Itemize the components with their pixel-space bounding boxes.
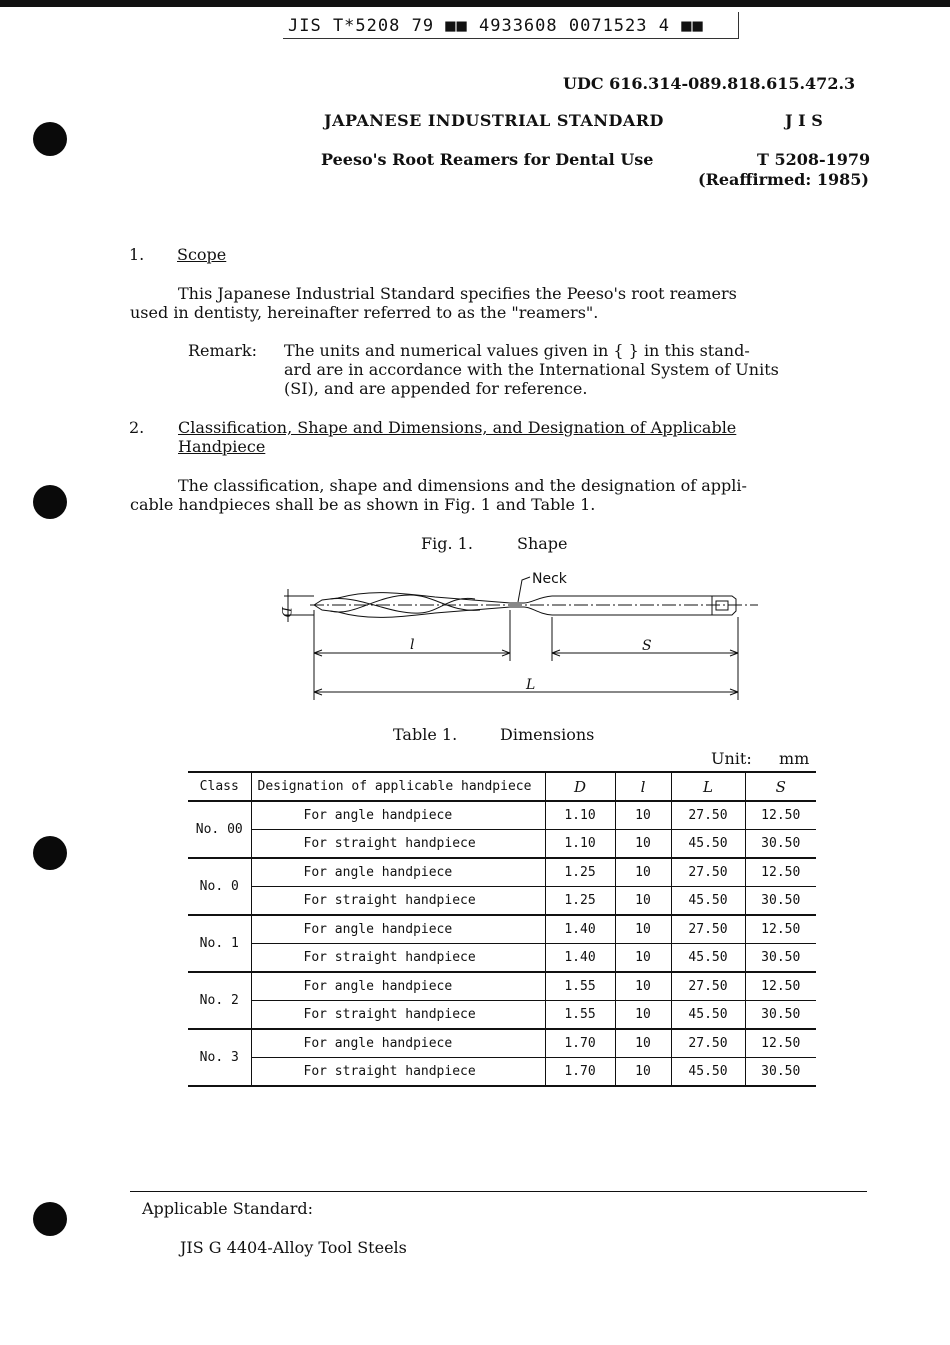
s-cell: 30.50 (745, 887, 816, 916)
dimensions-table (188, 771, 816, 1087)
binder-hole (33, 836, 67, 870)
standard-number: T 5208-1979 (757, 150, 871, 169)
table-row (188, 801, 816, 830)
header-S: S (745, 772, 816, 801)
jis-mark: J I S (785, 111, 823, 130)
table-row (188, 972, 816, 1001)
unit-label: Unit: (711, 749, 752, 768)
L-label: L (526, 677, 536, 693)
neck-upper (510, 596, 552, 603)
d-label: D (278, 607, 293, 618)
designation-cell: For angle handpiece (251, 1029, 545, 1058)
footer-rule (130, 1191, 867, 1192)
d-cell: 1.55 (545, 1001, 615, 1030)
d-cell: 1.10 (545, 801, 615, 830)
s-cell: 12.50 (745, 915, 816, 944)
remark-line1: The units and numerical values given in { } in this stand- (284, 341, 750, 360)
table-row (188, 1029, 816, 1058)
reamer-shape-drawing (270, 565, 770, 710)
d-cell: 1.70 (545, 1058, 615, 1087)
l-cell: 10 (615, 1058, 671, 1087)
L-cell: 45.50 (671, 830, 745, 859)
designation-cell: For straight handpiece (251, 1001, 545, 1030)
l-cell: 10 (615, 972, 671, 1001)
designation-cell: For straight handpiece (251, 1058, 545, 1087)
designation-cell: For angle handpiece (251, 858, 545, 887)
header-L: L (671, 772, 745, 801)
L-cell: 27.50 (671, 1029, 745, 1058)
d-cell: 1.25 (545, 887, 615, 916)
l-cell: 10 (615, 801, 671, 830)
l-cell: 10 (615, 858, 671, 887)
designation-cell: For straight handpiece (251, 944, 545, 973)
s-cell: 30.50 (745, 830, 816, 859)
designation-cell: For angle handpiece (251, 801, 545, 830)
table-row (188, 858, 816, 887)
section2-body-line1: The classification, shape and dimensions and the designation of appli- (178, 476, 747, 495)
head-lower-outline (314, 605, 510, 617)
section1-heading: Scope (177, 245, 227, 264)
top-edge-bar (0, 0, 950, 7)
remark-line3: (SI), and are appended for reference. (284, 379, 588, 398)
L-cell: 27.50 (671, 858, 745, 887)
d-cell: 1.25 (545, 858, 615, 887)
remark-line2: ard are in accordance with the International System of Units (284, 360, 779, 379)
header-code-line: JIS T*5208 79 ■■ 4933608 0071523 4 ■■ (288, 16, 704, 36)
binder-hole (33, 485, 67, 519)
section2-body-line2: cable handpieces shall be as shown in Fig. 1 and Table 1. (130, 495, 596, 514)
d-cell: 1.40 (545, 915, 615, 944)
designation-cell: For angle handpiece (251, 972, 545, 1001)
flute-spiral (330, 598, 475, 613)
designation-cell: For angle handpiece (251, 915, 545, 944)
l-cell: 10 (615, 887, 671, 916)
document-title: Peeso's Root Reamers for Dental Use (321, 150, 654, 169)
unit-value: mm (779, 749, 810, 768)
flute-spiral (330, 595, 480, 612)
s-cell: 30.50 (745, 1001, 816, 1030)
header-l: l (615, 772, 671, 801)
l-cell: 10 (615, 1001, 671, 1030)
s-cell: 12.50 (745, 858, 816, 887)
figure-caption-number: Fig. 1. (421, 534, 473, 553)
applicable-standard-label: Applicable Standard: (142, 1199, 313, 1218)
remark-label: Remark: (188, 341, 257, 360)
section1-body-line1: This Japanese Industrial Standard specifies the Peeso's root reamers (178, 284, 737, 303)
neck-label: Neck (532, 571, 567, 587)
neck-lower (510, 607, 552, 615)
table-row (188, 887, 816, 916)
section1-number: 1. (129, 245, 145, 264)
neck-leader (518, 577, 530, 602)
class-cell: No. 00 (188, 801, 251, 858)
table-row (188, 944, 816, 973)
section2-heading-line1: Classification, Shape and Dimensions, and Designation of Applicable (178, 418, 737, 437)
L-cell: 45.50 (671, 1058, 745, 1087)
header-D: D (545, 772, 615, 801)
L-cell: 27.50 (671, 915, 745, 944)
d-cell: 1.40 (545, 944, 615, 973)
binder-hole (33, 1202, 67, 1236)
class-cell: No. 0 (188, 858, 251, 915)
table-row (188, 915, 816, 944)
class-cell: No. 3 (188, 1029, 251, 1086)
l-cell: 10 (615, 1029, 671, 1058)
l-cell: 10 (615, 915, 671, 944)
applicable-standard-value: JIS G 4404-Alloy Tool Steels (180, 1238, 407, 1257)
class-cell: No. 2 (188, 972, 251, 1029)
s-label: S (642, 638, 652, 654)
d-cell: 1.10 (545, 830, 615, 859)
l-cell: 10 (615, 944, 671, 973)
standard-org: JAPANESE INDUSTRIAL STANDARD (324, 111, 664, 130)
d-cell: 1.70 (545, 1029, 615, 1058)
s-cell: 30.50 (745, 944, 816, 973)
s-cell: 12.50 (745, 972, 816, 1001)
table-header-row (188, 772, 816, 801)
s-cell: 12.50 (745, 1029, 816, 1058)
table-caption-number: Table 1. (393, 725, 458, 744)
class-cell: No. 1 (188, 915, 251, 972)
table-row (188, 1058, 816, 1087)
l-label: l (410, 637, 415, 653)
designation-cell: For straight handpiece (251, 887, 545, 916)
header-designation: Designation of applicable handpiece (251, 772, 545, 801)
s-cell: 30.50 (745, 1058, 816, 1087)
table-caption-title: Dimensions (500, 725, 595, 744)
designation-cell: For straight handpiece (251, 830, 545, 859)
L-cell: 45.50 (671, 944, 745, 973)
L-cell: 27.50 (671, 801, 745, 830)
figure-caption-title: Shape (517, 534, 568, 553)
section1-body-line2: used in dentisty, hereinafter referred to as the "reamers". (130, 303, 599, 322)
L-cell: 45.50 (671, 1001, 745, 1030)
table-row (188, 830, 816, 859)
l-cell: 10 (615, 830, 671, 859)
L-cell: 45.50 (671, 887, 745, 916)
section2-heading-line2: Handpiece (178, 437, 266, 456)
binder-hole (33, 122, 67, 156)
section2-number: 2. (129, 418, 145, 437)
s-cell: 12.50 (745, 801, 816, 830)
table-row (188, 1001, 816, 1030)
reaffirmed-note: (Reaffirmed: 1985) (698, 170, 869, 189)
udc-number: UDC 616.314-089.818.615.472.3 (563, 74, 856, 93)
header-class: Class (188, 772, 251, 801)
L-cell: 27.50 (671, 972, 745, 1001)
d-cell: 1.55 (545, 972, 615, 1001)
